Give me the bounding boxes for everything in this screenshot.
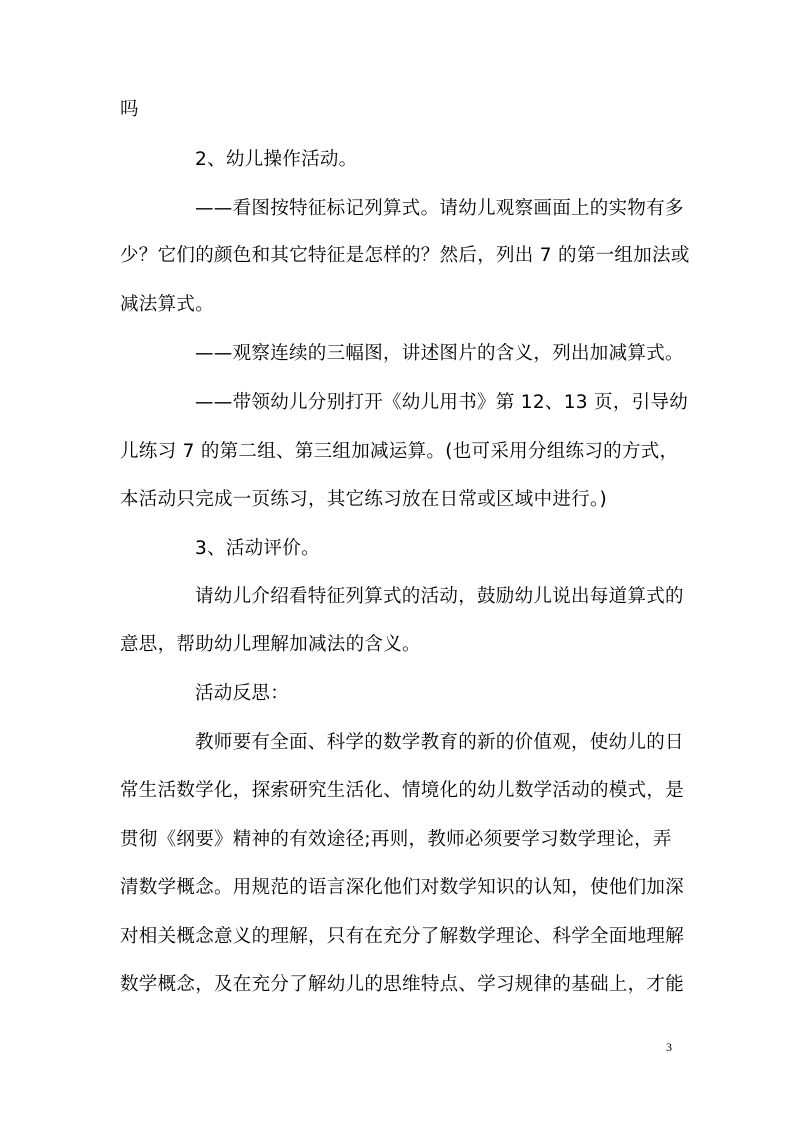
text-line-5: 减法算式。 bbox=[120, 294, 215, 315]
section-heading-reflection: 活动反思： bbox=[195, 683, 290, 704]
text-line-8: 儿练习 7 的第二组、第三组加减运算。(也可采用分组练习的方式， bbox=[120, 441, 679, 462]
section-heading-operation: 2、幼儿操作活动。 bbox=[195, 149, 358, 170]
text-line-12: 意思，帮助幼儿理解加减法的含义。 bbox=[120, 634, 421, 655]
text-line-1: 吗 bbox=[120, 99, 139, 120]
text-line-6: ——观察连续的三幅图，讲述图片的含义，列出加减算式。 bbox=[195, 343, 684, 364]
text-line-19: 数学概念，及在充分了解幼儿的思维特点、学习规律的基础上，才能 bbox=[120, 974, 685, 995]
text-line-9: 本活动只完成一页练习，其它练习放在日常或区域中进行。) bbox=[120, 489, 608, 510]
text-line-7: ——带领幼儿分别打开《幼儿用书》第 12、13 页，引导幼 bbox=[195, 392, 689, 413]
text-line-14: 教师要有全面、科学的数学教育的新的价值观，使幼儿的日 bbox=[195, 732, 684, 753]
text-line-3: ——看图按特征标记列算式。请幼儿观察画面上的实物有多 bbox=[195, 198, 684, 219]
text-line-11: 请幼儿介绍看特征列算式的活动，鼓励幼儿说出每道算式的 bbox=[195, 586, 684, 607]
text-line-15: 常生活数学化，探索研究生活化、情境化的幼儿数学活动的模式，是 bbox=[120, 780, 685, 801]
text-line-18: 对相关概念意义的理解，只有在充分了解数学理论、科学全面地理解 bbox=[120, 926, 685, 947]
text-line-4: 少？它们的颜色和其它特征是怎样的？然后，列出 7 的第一组加法或 bbox=[120, 245, 690, 266]
text-line-16: 贯彻《纲要》精神的有效途径;再则，教师必须要学习数学理论，弄 bbox=[120, 829, 672, 850]
text-line-17: 清数学概念。用规范的语言深化他们对数学知识的认知，使他们加深 bbox=[120, 877, 685, 898]
page-number: 3 bbox=[666, 1040, 672, 1054]
section-heading-evaluation: 3、活动评价。 bbox=[195, 538, 320, 559]
